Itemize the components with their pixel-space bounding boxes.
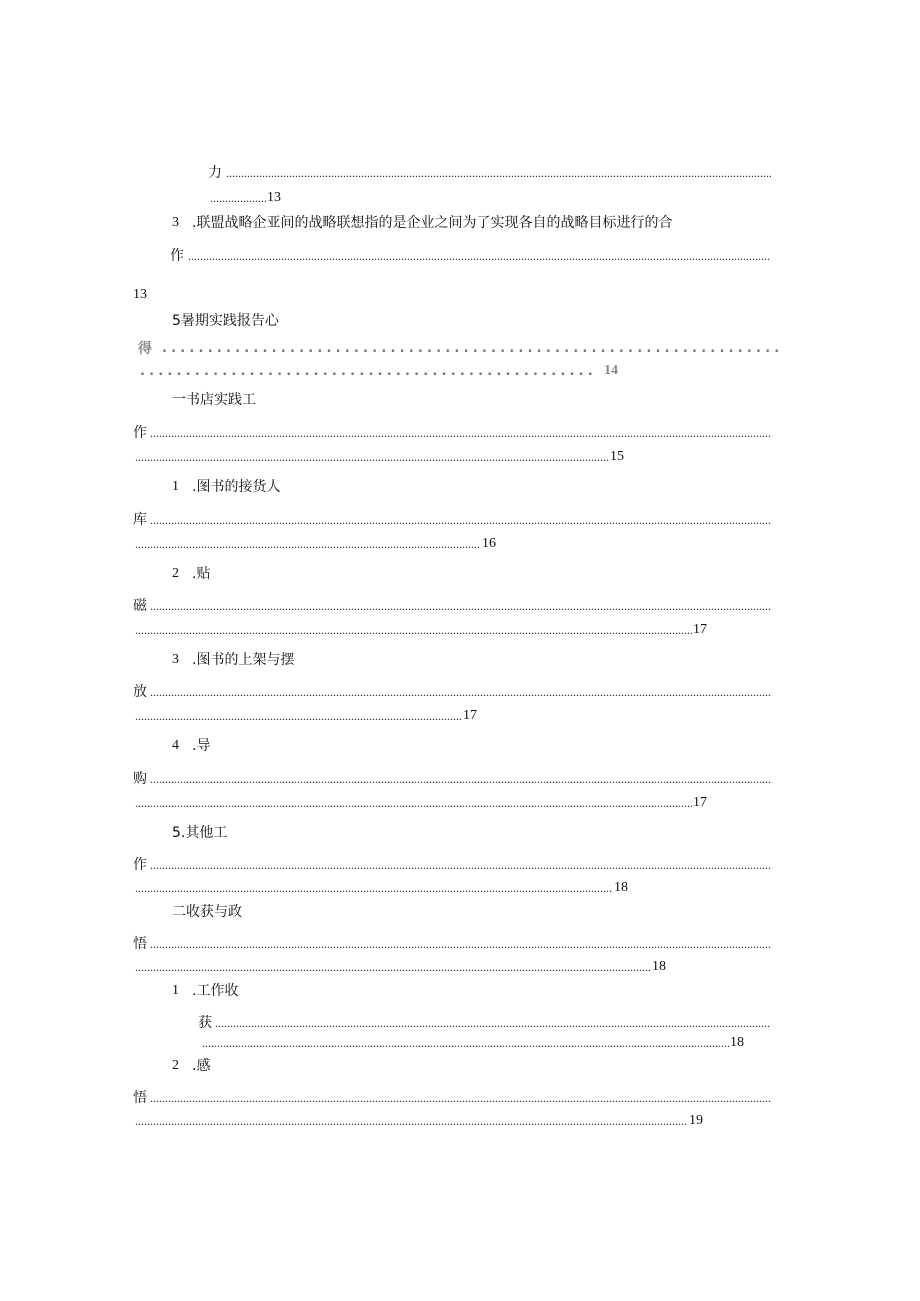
toc-page-number: 18	[652, 959, 666, 974]
toc-text: 作	[133, 425, 147, 441]
toc-item-number: 1	[172, 983, 179, 998]
toc-text: 库	[133, 512, 147, 528]
toc-item-title: 5.其他工	[172, 825, 228, 841]
toc-item-number: 3	[172, 215, 179, 230]
toc-item-title: .贴	[192, 566, 211, 582]
toc-leader	[188, 247, 771, 265]
toc-item-title: .感	[192, 1058, 211, 1074]
toc-item-title: .工作收	[192, 983, 239, 999]
toc-leader	[150, 683, 771, 701]
toc-text: 悟	[133, 1090, 147, 1106]
toc-leader	[135, 794, 692, 812]
toc-leader	[135, 535, 481, 553]
toc-page-number: 17	[463, 708, 477, 723]
toc-text: 购	[133, 771, 147, 787]
toc-leader	[162, 340, 782, 358]
toc-text: 悟	[133, 936, 147, 952]
toc-text: 力	[208, 165, 222, 181]
toc-item-number: 2	[172, 566, 179, 581]
toc-page-number: 16	[482, 536, 496, 551]
toc-text: 作	[133, 857, 147, 873]
toc-item-number: 4	[172, 738, 179, 753]
toc-page-number: 17	[693, 622, 707, 637]
toc-leader	[150, 935, 771, 953]
toc-item-title: 二收获与政	[172, 904, 242, 920]
toc-item-number: 1	[172, 479, 179, 494]
toc-leader	[135, 879, 613, 897]
toc-leader	[202, 1034, 729, 1052]
toc-leader	[135, 707, 462, 725]
toc-item-number: 2	[172, 1058, 179, 1073]
toc-leader	[135, 621, 692, 639]
toc-leader	[215, 1014, 771, 1032]
toc-page-number: 13	[267, 190, 281, 205]
toc-text: 得	[138, 341, 152, 357]
toc-page-number: 13	[133, 287, 147, 302]
toc-item-title: .图书的上架与摆	[192, 652, 295, 668]
toc-page-number: 17	[693, 795, 707, 810]
toc-page-number: 18	[730, 1035, 744, 1050]
toc-leader	[135, 958, 651, 976]
toc-page-number: 14	[604, 363, 618, 378]
toc-item-title: .图书的接货人	[192, 479, 281, 495]
toc-item-title: 5暑期实践报告心	[172, 313, 279, 329]
toc-leader	[150, 770, 771, 788]
toc-page-number: 19	[689, 1113, 703, 1128]
toc-leader	[226, 164, 771, 182]
toc-leader	[150, 856, 771, 874]
toc-leader	[210, 189, 266, 207]
toc-leader	[150, 597, 771, 615]
toc-item-number: 3	[172, 652, 179, 667]
toc-text: 放	[133, 684, 147, 700]
toc-leader	[135, 1112, 688, 1130]
toc-text: 作	[170, 248, 184, 264]
toc-leader	[150, 511, 771, 529]
toc-page-number: 18	[614, 880, 628, 895]
toc-item-title: .导	[192, 738, 211, 754]
toc-item-title: 一书店实践工	[172, 392, 256, 408]
toc-leader	[135, 448, 609, 466]
toc-text: 获	[198, 1015, 212, 1031]
toc-item-title: .联盟战略企亚间的战略联想指的是企业之间为了实现各自的战略目标进行的合	[192, 215, 673, 231]
toc-leader	[150, 1089, 771, 1107]
toc-text: 磁	[133, 598, 147, 614]
toc-leader	[150, 424, 771, 442]
toc-leader	[140, 363, 596, 381]
toc-page-number: 15	[610, 449, 624, 464]
